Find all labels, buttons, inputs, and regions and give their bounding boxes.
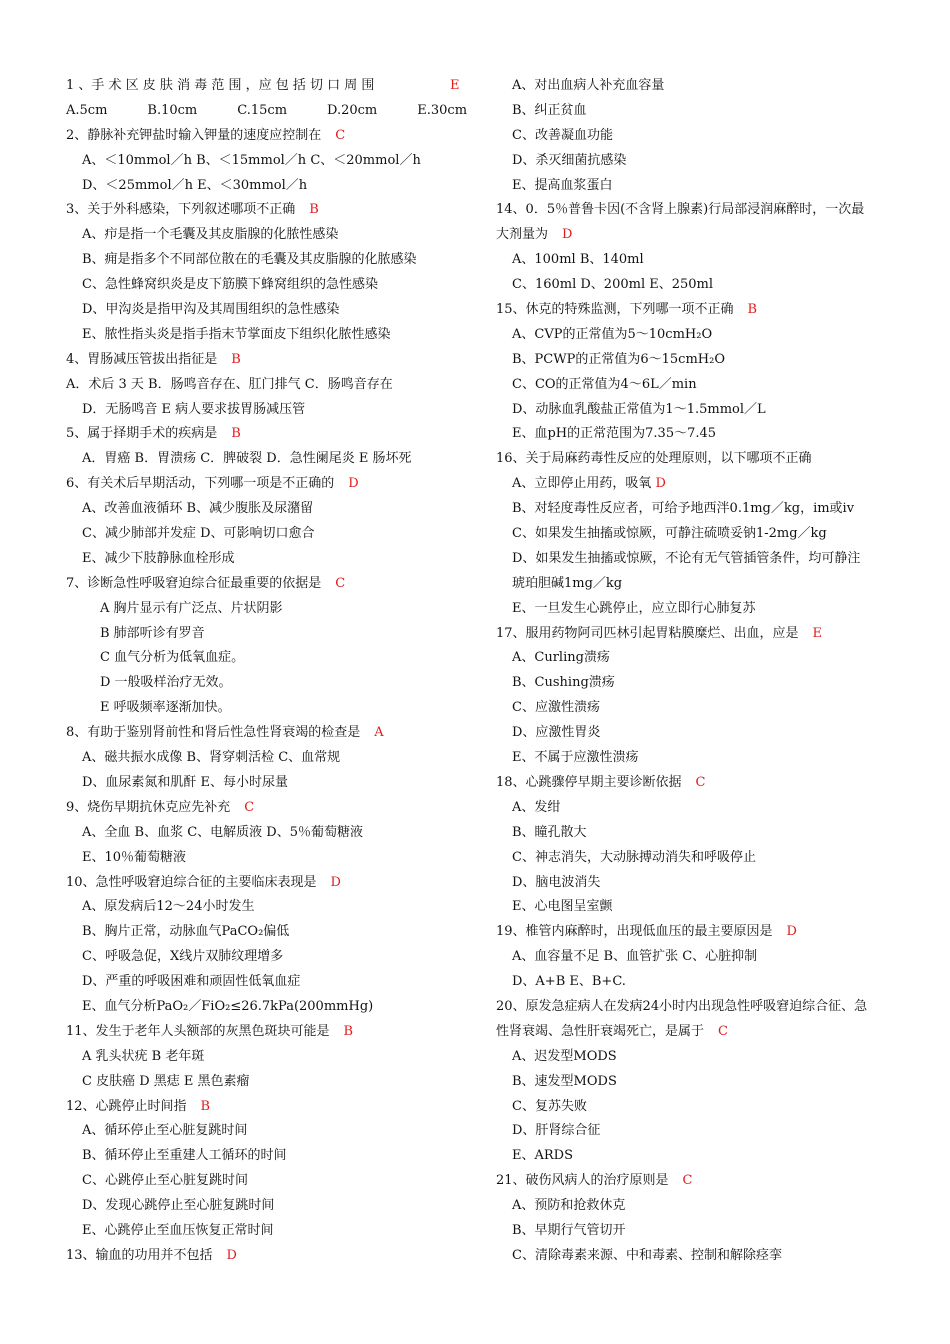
option-line <box>62 1045 472 1070</box>
option-text: A、血容量不足 B、血管扩张 C、心脏抑制 <box>512 949 758 965</box>
answer-key: D <box>655 476 666 492</box>
question-text: 11、发生于老年人头额部的灰黑色斑块可能是 <box>66 1023 330 1039</box>
option-text: C、复苏失败 <box>512 1098 587 1114</box>
question-text: 5、属于择期手术的疾病是 <box>66 426 218 442</box>
option-text: E、心跳停止至血压恢复正常时间 <box>82 1222 274 1238</box>
option-text: A、立即停止用药，吸氧 D <box>512 476 666 492</box>
option-text: B、循环停止至重建人工循环的时间 <box>82 1148 287 1164</box>
option-text: A、改善血液循环 B、减少腹胀及尿潴留 <box>82 501 314 517</box>
option-line <box>492 671 902 696</box>
question-text: 12、心跳停止时间指 <box>66 1098 187 1114</box>
option-line <box>492 895 902 920</box>
option-line <box>492 796 902 821</box>
answer-key: C <box>695 774 706 790</box>
option-line <box>62 646 472 671</box>
option-text: E、一旦发生心跳停止，应立即行心肺复苏 <box>512 600 756 616</box>
question-line <box>62 472 472 497</box>
answer-key: B <box>231 426 241 442</box>
option-text: D、A+B E、B+C. <box>512 974 626 990</box>
option-text: C、急性蜂窝织炎是皮下筋膜下蜂窝组织的急性感染 <box>82 277 378 293</box>
option-line <box>492 174 902 199</box>
option-text: A、100ml B、140ml <box>512 252 644 268</box>
option-line <box>492 597 902 622</box>
option-text: C、心跳停止至心脏复跳时间 <box>82 1173 248 1189</box>
option-line <box>492 871 902 896</box>
option-text: C、如果发生抽搐或惊厥，可静注硫喷妥钠1-2mg／kg <box>512 526 827 542</box>
option-line <box>62 248 472 273</box>
option-line <box>62 373 472 398</box>
option-text: E、减少下肢静脉血栓形成 <box>82 550 235 566</box>
option-text: E、血pH的正常范围为7.35～7.45 <box>512 426 717 442</box>
question-line <box>62 74 472 99</box>
option-line <box>492 248 902 273</box>
question-line <box>62 124 472 149</box>
question-text: 大剂量为 <box>496 227 549 243</box>
option-text: 20、原发急症病人在发病24小时内出现急性呼吸窘迫综合征、急 <box>496 998 868 1014</box>
option-line <box>492 348 902 373</box>
option-line <box>62 846 472 871</box>
answer-key: C <box>335 127 346 143</box>
option-line <box>492 522 902 547</box>
option-text: D、脑电波消失 <box>512 874 601 890</box>
option-line <box>492 373 902 398</box>
option-text: C、清除毒素来源、中和毒素、控制和解除痉挛 <box>512 1247 782 1263</box>
question-line <box>62 198 472 223</box>
option-line <box>492 646 902 671</box>
option-text: A、磁共振水成像 B、肾穿刺活检 C、血常规 <box>82 750 341 766</box>
option-line <box>492 497 902 522</box>
option-text: B、瞳孔散大 <box>512 824 587 840</box>
option-line <box>492 74 902 99</box>
answer-key: D <box>226 1247 237 1263</box>
option-line <box>62 1070 472 1095</box>
option-text: B、速发型MODS <box>512 1073 617 1089</box>
answer-key: B <box>200 1098 211 1114</box>
option-line <box>62 945 472 970</box>
question-line <box>492 771 902 796</box>
option-line <box>492 1219 902 1244</box>
option-line <box>62 298 472 323</box>
option-line <box>492 1070 902 1095</box>
option-text: C、应激性溃疡 <box>512 700 600 716</box>
option-line <box>492 970 902 995</box>
question-text: 8、有助于鉴别肾前性和肾后性急性肾衰竭的检查是 <box>66 725 361 741</box>
option-line <box>62 696 472 721</box>
option-line <box>492 323 902 348</box>
option-line <box>492 1244 902 1269</box>
option-line <box>492 273 902 298</box>
option-text: C、CO的正常值为4～6L／min <box>512 376 697 392</box>
option-text: C.15cm <box>237 102 288 118</box>
answer-key: D <box>562 227 573 243</box>
option-line <box>492 995 902 1020</box>
question-text: 性肾衰竭、急性肝衰竭死亡，是属于 <box>496 1023 705 1039</box>
option-line <box>62 597 472 622</box>
option-text: B、Cushing溃疡 <box>512 675 615 691</box>
option-line <box>492 1119 902 1144</box>
question-line <box>62 871 472 896</box>
option-text: D．无肠鸣音 E 病人要求拔胃肠减压管 <box>82 401 306 417</box>
option-text: B、对轻度毒性反应者，可给予地西泮0.1mg／kg，im或iv <box>512 501 855 517</box>
answer-key: B <box>343 1023 354 1039</box>
option-line <box>62 995 472 1020</box>
answer-key: B <box>747 302 758 318</box>
option-line <box>62 821 472 846</box>
option-text: A、全血 B、血浆 C、电解质液 D、5％葡萄糖液 <box>82 824 363 840</box>
option-line <box>492 1144 902 1169</box>
option-line <box>62 1194 472 1219</box>
option-line <box>62 1219 472 1244</box>
option-text: E、血气分析PaO₂／FiO₂≤26.7kPa(200mmHg) <box>82 998 374 1014</box>
answer-key: A <box>374 725 384 741</box>
answer-key: C <box>244 799 255 815</box>
option-text: E、ARDS <box>512 1148 573 1164</box>
option-text: A．胃癌 B．胃溃疡 C．脾破裂 D．急性阑尾炎 E 肠坏死 <box>82 451 412 467</box>
option-text: 16、关于局麻药毒性反应的处理原则，以下哪项不正确 <box>496 451 812 467</box>
option-text: C 血气分析为低氧血症。 <box>100 650 245 666</box>
option-text: E、10％葡萄糖液 <box>82 849 187 865</box>
option-text: B、早期行气管切开 <box>512 1222 626 1238</box>
option-line <box>492 945 902 970</box>
question-line <box>492 622 902 647</box>
option-text: E、心电图呈室颤 <box>512 899 613 915</box>
option-line <box>62 970 472 995</box>
question-text: 21、破伤风病人的治疗原则是 <box>496 1173 669 1189</box>
option-line <box>62 1144 472 1169</box>
option-text: A、迟发型MODS <box>512 1048 617 1064</box>
question-text: 2、静脉补充钾盐时输入钾量的速度应控制在 <box>66 127 322 143</box>
option-text: 琥珀胆碱1mg／kg <box>512 575 623 591</box>
option-text: D 一般吸样治疗无效。 <box>100 675 232 691</box>
option-text: A、预防和抢救休克 <box>512 1198 626 1214</box>
answer-key: B <box>231 351 241 367</box>
option-line <box>492 398 902 423</box>
option-line <box>492 547 902 572</box>
option-text: A、Curling溃疡 <box>512 650 610 666</box>
question-text: 3、关于外科感染，下列叙述哪项不正确 <box>66 202 296 218</box>
option-line <box>492 1095 902 1120</box>
option-text: D、肝肾综合征 <box>512 1123 601 1139</box>
question-line <box>492 1169 902 1194</box>
option-line <box>62 671 472 696</box>
option-line <box>492 1045 902 1070</box>
answer-key: B <box>309 202 319 218</box>
option-line <box>492 472 902 497</box>
question-text: 6、有关术后早期活动，下列哪一项是不正确的 <box>66 476 335 492</box>
question-line <box>62 348 472 373</box>
option-text: D、＜25mmol／h E、＜30mmol／h <box>82 177 308 193</box>
option-text: B、痈是指多个不同部位散在的毛囊及其皮脂腺的化脓感染 <box>82 252 417 268</box>
option-line <box>62 547 472 572</box>
option-line <box>62 497 472 522</box>
question-text: 7、诊断急性呼吸窘迫综合征最重要的依据是 <box>66 575 322 591</box>
question-text: 18、心跳骤停早期主要诊断依据 <box>496 774 682 790</box>
option-line <box>492 124 902 149</box>
option-text: B、PCWP的正常值为6～15cmH₂O <box>512 351 725 367</box>
answer-key: C <box>718 1023 728 1039</box>
option-line <box>492 721 902 746</box>
question-text: 15、休克的特殊监测，下列哪一项不正确 <box>496 302 734 318</box>
question-text: 1 、手 术 区 皮 肤 消 毒 范 围 ，应 包 括 切 口 周 围 <box>66 78 375 93</box>
option-text: B.10cm <box>147 102 198 118</box>
option-line <box>62 223 472 248</box>
option-text: E、提高血浆蛋白 <box>512 177 613 193</box>
question-text: 9、烧伤早期抗休克应先补充 <box>66 799 231 815</box>
option-line <box>62 174 472 199</box>
option-text: A 乳头状疣 B 老年斑 <box>82 1048 205 1064</box>
option-line <box>62 1169 472 1194</box>
option-line <box>62 323 472 348</box>
option-line <box>492 846 902 871</box>
question-line <box>62 422 472 447</box>
option-text: A、对出血病人补充血容量 <box>512 78 665 93</box>
right-column <box>492 74 902 1269</box>
option-line <box>62 746 472 771</box>
option-text: C、呼吸急促，X线片双肺纹理增多 <box>82 949 284 965</box>
question-text: 10、急性呼吸窘迫综合征的主要临床表现是 <box>66 874 317 890</box>
option-text: D、甲沟炎是指甲沟及其周围组织的急性感染 <box>82 302 340 318</box>
question-line <box>492 1020 902 1045</box>
option-text: D、发现心跳停止至心脏复跳时间 <box>82 1198 275 1214</box>
option-line <box>492 746 902 771</box>
option-text: B 肺部听诊有罗音 <box>100 625 205 641</box>
option-text: 14、0．5％普鲁卡因(不含肾上腺素)行局部浸润麻醉时，一次最 <box>496 202 865 218</box>
option-text: A.5cm <box>66 102 108 118</box>
question-text: 17、服用药物阿司匹林引起胃粘膜糜烂、出血，应是 <box>496 625 799 641</box>
option-line <box>62 895 472 920</box>
question-line <box>492 298 902 323</box>
option-text: D、杀灭细菌抗感染 <box>512 152 627 168</box>
option-text: D、动脉血乳酸盐正常值为1～1.5mmol／L <box>512 401 766 417</box>
option-line <box>492 696 902 721</box>
answer-key: D <box>330 874 341 890</box>
option-text: E、不属于应激性溃疡 <box>512 750 639 766</box>
option-line <box>62 522 472 547</box>
option-text: D、应激性胃炎 <box>512 725 601 741</box>
answer-key: D <box>786 924 797 940</box>
option-text: E.30cm <box>417 102 468 118</box>
option-text: C、神志消失，大动脉搏动消失和呼吸停止 <box>512 849 756 865</box>
answer-key: D <box>348 476 359 492</box>
option-text: A．术后 3 天 B．肠鸣音存在、肛门排气 C．肠鸣音存在 <box>66 376 393 392</box>
option-line <box>492 447 902 472</box>
question-text: 4、胃肠减压管拔出指征是 <box>66 351 218 367</box>
question-line <box>62 1095 472 1120</box>
option-text: D.20cm <box>327 102 378 118</box>
option-text: A 胸片显示有广泛点、片状阴影 <box>100 600 283 616</box>
option-text: D、如果发生抽搐或惊厥，不论有无气管插管条件，均可静注 <box>512 550 861 566</box>
answer-key: E <box>450 78 460 93</box>
option-text: E、脓性指头炎是指手指末节掌面皮下组织化脓性感染 <box>82 326 391 342</box>
option-row <box>62 99 472 124</box>
option-line <box>492 422 902 447</box>
answer-key: C <box>335 575 346 591</box>
option-line <box>492 149 902 174</box>
option-text: C 皮肤癌 D 黑痣 E 黑色素瘤 <box>82 1073 250 1089</box>
option-line <box>492 198 902 223</box>
option-text: A、＜10mmol／h B、＜15mmol／h C、＜20mmol／h <box>82 152 421 168</box>
option-line <box>62 622 472 647</box>
option-text: C、改善凝血功能 <box>512 127 613 143</box>
option-text: A、循环停止至心脏复跳时间 <box>82 1123 248 1139</box>
question-line <box>62 1020 472 1045</box>
question-line <box>62 1244 472 1269</box>
option-line <box>62 920 472 945</box>
option-line <box>492 99 902 124</box>
question-line <box>492 920 902 945</box>
option-text: D、严重的呼吸困难和顽固性低氧血症 <box>82 974 301 990</box>
option-line <box>62 149 472 174</box>
option-text: D、血尿素氮和肌酐 E、每小时尿量 <box>82 774 289 790</box>
option-text: B、胸片正常，动脉血气PaCO₂偏低 <box>82 924 290 940</box>
question-text: 13、输血的功用并不包括 <box>66 1247 213 1263</box>
answer-key: E <box>812 625 823 641</box>
option-text: B、纠正贫血 <box>512 102 587 118</box>
question-line <box>62 572 472 597</box>
option-text: C、减少肺部并发症 D、可影响切口愈合 <box>82 526 315 542</box>
option-text: A、CVP的正常值为5～10cmH₂O <box>512 326 713 342</box>
option-text: A、原发病后12～24小时发生 <box>82 899 255 915</box>
question-line <box>62 796 472 821</box>
option-line <box>62 273 472 298</box>
answer-key: C <box>682 1173 693 1189</box>
option-text: A、疖是指一个毛囊及其皮脂腺的化脓性感染 <box>82 227 339 243</box>
question-line <box>62 721 472 746</box>
option-line <box>62 398 472 423</box>
option-line <box>492 572 902 597</box>
option-line <box>492 821 902 846</box>
option-line <box>62 771 472 796</box>
option-text: E 呼吸频率逐渐加快。 <box>100 700 231 716</box>
question-text: 19、椎管内麻醉时，出现低血压的最主要原因是 <box>496 924 773 940</box>
question-line <box>492 223 902 248</box>
option-line <box>62 447 472 472</box>
left-column <box>62 74 472 1269</box>
option-text: C、160ml D、200ml E、250ml <box>512 277 714 293</box>
option-text: A、发绀 <box>512 799 561 815</box>
option-line <box>62 1119 472 1144</box>
option-line <box>492 1194 902 1219</box>
